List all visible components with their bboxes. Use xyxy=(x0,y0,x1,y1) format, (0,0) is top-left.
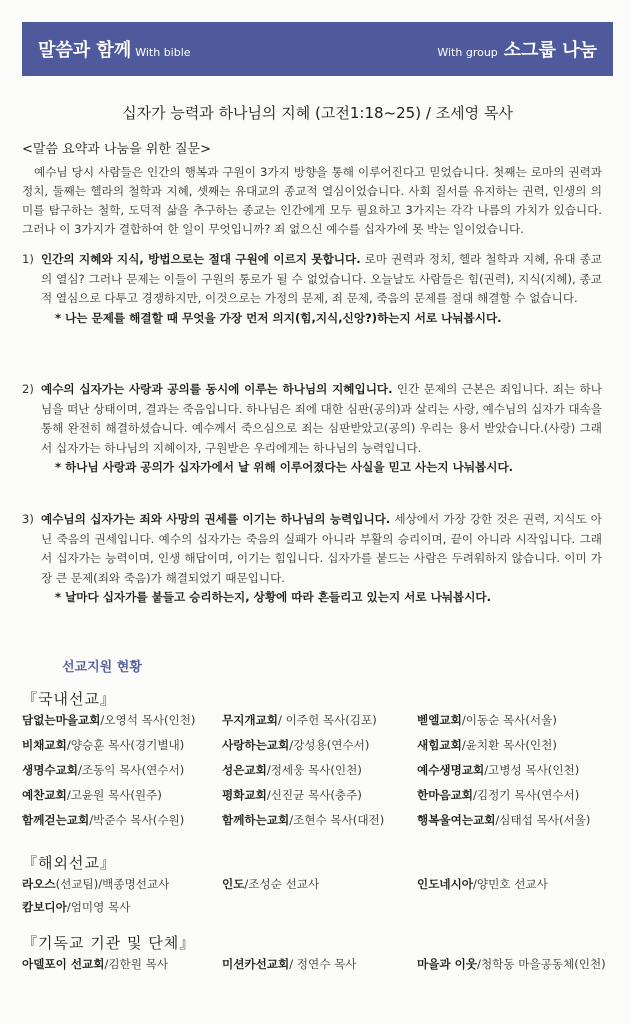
page-header xyxy=(22,22,613,76)
item-number: 3) xyxy=(22,512,34,526)
item-question: * 하나님 사랑과 공의가 십자가에서 날 위해 이루어졌다는 사실을 믿고 사는지 나눠봅시다. xyxy=(55,460,514,474)
mission-row xyxy=(22,762,613,782)
mission-row xyxy=(22,956,613,976)
group-title: 소그룹 나눔 xyxy=(503,40,597,61)
item-number: 1) xyxy=(22,252,34,266)
item-body xyxy=(41,510,602,608)
item-bold: 인간의 지혜와 지식, 방법으로는 절대 구원에 이르지 못합니다. xyxy=(41,252,361,266)
header-right xyxy=(437,36,597,62)
overseas-heading: 『해외선교』 xyxy=(22,854,116,872)
mission-entry: 캄보디아/엄미영 목사 xyxy=(22,900,131,914)
sermon-title: 십자가 능력과 하나님의 지혜 (고전1:18~25) / 조세영 목사 xyxy=(122,104,513,122)
mission-entry: 새힘교회/윤치환 목사(인천) xyxy=(417,738,557,752)
mission-row xyxy=(22,737,613,757)
sermon-intro: 예수님 당시 사람들은 인간의 행복과 구원이 3가지 방향을 통해 이루어진다고 믿었습니다. 첫째는 로마의 권력과 정치, 둘째는 헬라의 철학과 지혜, 셋째는 유대교의 종교적 열심이었습니다. 사회 질서를 유지하는 권력, 인생의 의미를 탐구하는 철학, 도덕적 삶을 추구하는 종교는 인간에게 모두 필요하고 3가지는 각각 나름의 가치가 있습니다. 그러나 이 3가지가 결합하여 한 일이 무엇입니까? 죄 없으신 예수를 십자가에 못 박는 일이었습니다. xyxy=(22,165,602,236)
mission-entry: 벧엘교회/이동순 목사(서울) xyxy=(417,713,557,727)
item-bold: 예수의 십자가는 사랑과 공의를 동시에 이루는 하나님의 지혜입니다. xyxy=(41,382,393,396)
section-subtitle: With bible xyxy=(135,46,191,59)
item-question: * 날마다 십자가를 붙들고 승리하는지, 상황에 따라 흔들리고 있는지 서로 나눠봅시다. xyxy=(55,590,492,604)
item-text: 로마 권력과 정치, 헬라 철학과 지혜, 유대 종교의 열심? 그러나 문제는 이들이 구원의 통로가 될 수 없었습니다. 오늘날도 사람들은 힘(권력), 지식(지혜), 종교적 열심으로 다투고 경쟁하지만, 이것으로는 가정의 문제, 죄 문제, 죽음의 문제를 절대 해결할 수 없습니다. xyxy=(41,252,602,305)
mission-row xyxy=(22,812,613,832)
item-body xyxy=(41,380,602,478)
mission-entry: 생명수교회/조동익 목사(연수서) xyxy=(22,763,185,777)
mission-row xyxy=(22,787,613,807)
mission-entry: 함께걷는교회/박준수 목사(수원) xyxy=(22,813,185,827)
section-title: 말씀과 함께 xyxy=(38,40,132,61)
discussion-item-1 xyxy=(22,250,602,328)
item-bold: 예수님의 십자가는 죄와 사망의 권세를 이기는 하나님의 능력입니다. xyxy=(41,512,391,526)
mission-entry: 예수생명교회/고병성 목사(인천) xyxy=(417,763,580,777)
mission-row xyxy=(22,712,613,732)
mission-entry: 예찬교회/고윤원 목사(원주) xyxy=(22,788,162,802)
item-text: 세상에서 가장 강한 것은 권력, 지식도 아닌 죽음의 권세입니다. 예수의 십자가는 죽음의 실패가 아니라 부활의 승리이며, 끝이 아니라 시작입니다. 그래서 십자가는 능력이며, 인생 해답이며, 이기는 힘입니다. 십자가를 붙드는 사람은 두려워하지 않습니다. 이미 가장 큰 문제(죄와 죽음)가 해결되었기 때문입니다. xyxy=(41,512,602,585)
domestic-heading: 『국내선교』 xyxy=(22,690,116,708)
mission-title: 선교지원 현황 xyxy=(62,660,142,675)
item-question: * 나는 문제를 해결할 때 무엇을 가장 먼저 의지(힘,지식,신앙?)하는지 서로 나눠봅시다. xyxy=(55,310,502,325)
mission-entry: 담없는마을교회/오영석 목사(인천) xyxy=(22,713,196,727)
mission-entry: 함께하는교회/조현수 목사(대전) xyxy=(222,813,385,827)
item-text: 인간 문제의 근본은 죄입니다. 죄는 하나님을 떠난 상태이며, 결과는 죽음입니다. 하나님은 죄에 대한 심판(공의)과 살리는 사랑, 예수님의 십자가 대속을 통해 완전히 해결하셨습니다. 예수께서 죽으심으로 죄는 심판받았고(공의) 우리는 용서 받았습니다.(사랑) 그래서 십자가는 하나님의 지혜이자, 구원받은 우리에게는 하나님의 능력입니다. xyxy=(41,382,602,455)
mission-entry: 마을과 이웃/청학동 마을공동체(인천) xyxy=(417,957,606,971)
mission-entry: 비채교회/양승훈 목사(경기별내) xyxy=(22,738,185,752)
mission-entry: 평화교회/신진균 목사(충주) xyxy=(222,788,362,802)
mission-entry: 아델포이 선교회/김한원 목사 xyxy=(22,957,169,971)
question-heading: <말씀 요약과 나눔을 위한 질문> xyxy=(22,142,212,157)
mission-row xyxy=(22,899,613,919)
mission-entry: 사랑하는교회/강성용(연수서) xyxy=(222,738,370,752)
mission-entry: 행복울여는교회/심태섭 목사(서울) xyxy=(417,813,591,827)
mission-entry: 라오스(선교팀)/백종명선교사 xyxy=(22,877,170,891)
item-number: 2) xyxy=(22,382,34,396)
org-heading: 『기독교 기관 및 단체』 xyxy=(22,934,196,952)
mission-entry: 성은교회/정세웅 목사(인천) xyxy=(222,763,362,777)
discussion-item-3 xyxy=(22,510,602,608)
group-subtitle: With group xyxy=(437,46,498,59)
mission-row xyxy=(22,876,613,896)
mission-entry: 미션카선교회/ 정연수 목사 xyxy=(222,957,357,971)
mission-entry: 인도네시아/양민호 선교사 xyxy=(417,877,548,891)
mission-entry: 인도/조성순 선교사 xyxy=(222,877,320,891)
item-body xyxy=(41,250,602,328)
header-left xyxy=(38,36,191,62)
mission-entry: 무지개교회/ 이주헌 목사(김포) xyxy=(222,713,377,727)
discussion-item-2 xyxy=(22,380,602,478)
mission-entry: 한마음교회/김정기 목사(연수서) xyxy=(417,788,580,802)
